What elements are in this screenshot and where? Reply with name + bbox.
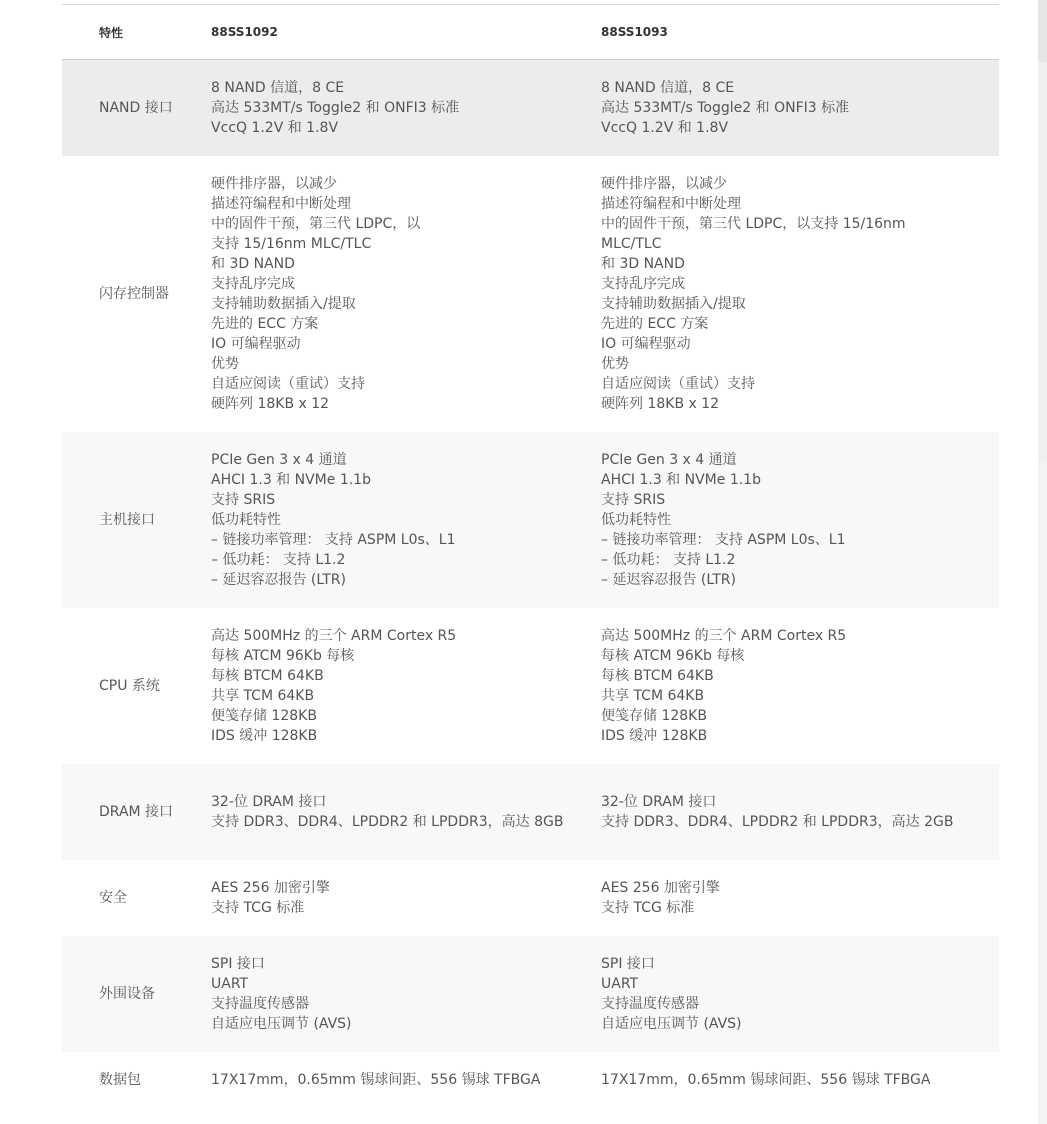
cell-line: 支持 DDR3、DDR4、LPDDR2 和 LPDDR3，高达 8GB	[211, 813, 564, 830]
cell-line: – 链接功率管理： 支持 ASPM L0s、L1	[211, 531, 456, 548]
cell-line: IO 可编程驱动	[211, 335, 301, 352]
cell-line: 优势	[211, 355, 239, 372]
table-row-peripherals	[62, 936, 999, 1052]
cell-line: IDS 缓冲 128KB	[211, 727, 318, 744]
header-model-1092: 88SS1092	[211, 5, 601, 60]
cell-88ss1092	[211, 608, 601, 764]
cell-line: 高达 533MT/s Toggle2 和 ONFI3 标准	[211, 99, 460, 116]
cell-line: 便笺存储 128KB	[601, 707, 707, 724]
table-row-flash-controller	[62, 156, 999, 432]
cell-line: 先进的 ECC 方案	[601, 315, 709, 332]
table-row-package	[62, 1052, 999, 1108]
cell-88ss1093	[601, 432, 999, 608]
cell-line: 每核 ATCM 96Kb 每核	[601, 647, 745, 664]
cell-line: 描述符编程和中断处理	[601, 195, 741, 212]
row-label: 闪存控制器	[62, 156, 211, 432]
cell-line: 32-位 DRAM 接口	[211, 793, 327, 810]
cell-line: 支持 SRIS	[211, 491, 276, 508]
cell-88ss1092	[211, 764, 601, 860]
cell-88ss1092	[211, 936, 601, 1052]
row-label: 外围设备	[62, 936, 211, 1052]
row-label: CPU 系统	[62, 608, 211, 764]
row-label: 安全	[62, 860, 211, 936]
header-model-1093: 88SS1093	[601, 5, 999, 60]
cell-line: – 低功耗： 支持 L1.2	[601, 551, 736, 568]
cell-line: 低功耗特性	[601, 511, 671, 528]
cell-line: 硬阵列 18KB x 12	[601, 395, 720, 412]
cell-line: 支持辅助数据插入/提取	[211, 295, 356, 312]
cell-line: 和 3D NAND	[601, 255, 685, 272]
cell-line: 支持 TCG 标准	[601, 899, 695, 916]
cell-line: 支持温度传感器	[211, 995, 309, 1012]
cell-line: – 延迟容忍报告 (LTR)	[601, 571, 736, 588]
table-row-dram-interface	[62, 764, 999, 860]
cell-line: IDS 缓冲 128KB	[601, 727, 708, 744]
cell-line: 自适应电压调节 (AVS)	[211, 1015, 352, 1032]
cell-88ss1092	[211, 60, 601, 156]
cell-line: 优势	[601, 355, 629, 372]
cell-line: AES 256 加密引擎	[211, 879, 330, 896]
cell-line: 高达 533MT/s Toggle2 和 ONFI3 标准	[601, 99, 850, 116]
table-row-cpu-system	[62, 608, 999, 764]
row-label: 主机接口	[62, 432, 211, 608]
table-row-security	[62, 860, 999, 936]
cell-line: 和 3D NAND	[211, 255, 295, 272]
cell-line: 中的固件干预，第三代 LDPC，以	[211, 215, 421, 232]
cell-line: 17X17mm，0.65mm 锡球间距、556 锡球 TFBGA	[211, 1071, 541, 1088]
row-label: NAND 接口	[62, 60, 211, 156]
cell-line: 支持乱序完成	[601, 275, 685, 292]
cell-line: 高达 500MHz 的三个 ARM Cortex R5	[211, 627, 457, 644]
cell-88ss1092	[211, 156, 601, 432]
cell-line: 低功耗特性	[211, 511, 281, 528]
cell-line: VccQ 1.2V 和 1.8V	[601, 119, 729, 136]
page-scrollbar-thumb[interactable]	[1038, 0, 1047, 62]
cell-line: 硬件排序器，以减少	[211, 175, 337, 192]
cell-line: 自适应阅读（重试）支持	[601, 375, 755, 392]
cell-line: 自适应电压调节 (AVS)	[601, 1015, 742, 1032]
cell-line: UART	[211, 975, 249, 992]
cell-line: AES 256 加密引擎	[601, 879, 720, 896]
cell-line: 32-位 DRAM 接口	[601, 793, 717, 810]
cell-line: 支持温度传感器	[601, 995, 699, 1012]
page-scrollbar-segment	[1038, 62, 1047, 462]
cell-line: 支持 15/16nm MLC/TLC	[211, 235, 372, 252]
cell-line: 支持辅助数据插入/提取	[601, 295, 746, 312]
cell-line: 共享 TCM 64KB	[601, 687, 705, 704]
cell-line: AHCI 1.3 和 NVMe 1.1b	[601, 471, 761, 488]
cell-line: 8 NAND 信道，8 CE	[601, 79, 735, 96]
row-label: 数据包	[62, 1052, 211, 1108]
cell-line: 支持乱序完成	[211, 275, 295, 292]
cell-line: 硬阵列 18KB x 12	[211, 395, 330, 412]
cell-line: PCIe Gen 3 x 4 通道	[601, 451, 737, 468]
cell-line: PCIe Gen 3 x 4 通道	[211, 451, 347, 468]
table-row-nand-interface	[62, 60, 999, 156]
cell-line: IO 可编程驱动	[601, 335, 691, 352]
cell-88ss1093	[601, 60, 999, 156]
cell-line: 硬件排序器，以减少	[601, 175, 727, 192]
cell-line: 自适应阅读（重试）支持	[211, 375, 365, 392]
cell-line: 每核 BTCM 64KB	[211, 667, 324, 684]
cell-88ss1093	[601, 936, 999, 1052]
table-header-row	[62, 5, 999, 60]
cell-line: 支持 TCG 标准	[211, 899, 305, 916]
cell-line: 先进的 ECC 方案	[211, 315, 319, 332]
cell-line: 便笺存储 128KB	[211, 707, 317, 724]
cell-line: 每核 BTCM 64KB	[601, 667, 714, 684]
cell-88ss1093	[601, 860, 999, 936]
cell-88ss1092	[211, 860, 601, 936]
cell-88ss1093	[601, 764, 999, 860]
cell-line: VccQ 1.2V 和 1.8V	[211, 119, 339, 136]
cell-line: AHCI 1.3 和 NVMe 1.1b	[211, 471, 371, 488]
cell-88ss1093	[601, 156, 999, 432]
cell-line: 描述符编程和中断处理	[211, 195, 351, 212]
spec-comparison-table	[62, 4, 999, 1108]
cell-line: 每核 ATCM 96Kb 每核	[211, 647, 355, 664]
header-feature: 特性	[62, 5, 211, 60]
cell-line: UART	[601, 975, 639, 992]
cell-line: 支持 DDR3、DDR4、LPDDR2 和 LPDDR3，高达 2GB	[601, 813, 954, 830]
cell-line: MLC/TLC	[601, 235, 662, 252]
cell-line: 中的固件干预，第三代 LDPC，以支持 15/16nm	[601, 215, 906, 232]
cell-line: – 低功耗： 支持 L1.2	[211, 551, 346, 568]
cell-line: 8 NAND 信道，8 CE	[211, 79, 345, 96]
cell-line: – 延迟容忍报告 (LTR)	[211, 571, 346, 588]
cell-88ss1093	[601, 1052, 999, 1108]
cell-line: 17X17mm，0.65mm 锡球间距、556 锡球 TFBGA	[601, 1071, 931, 1088]
cell-line: – 链接功率管理： 支持 ASPM L0s、L1	[601, 531, 846, 548]
row-label: DRAM 接口	[62, 764, 211, 860]
cell-line: SPI 接口	[601, 955, 655, 972]
cell-line: 共享 TCM 64KB	[211, 687, 315, 704]
cell-line: 高达 500MHz 的三个 ARM Cortex R5	[601, 627, 847, 644]
cell-88ss1093	[601, 608, 999, 764]
table-row-host-interface	[62, 432, 999, 608]
cell-line: SPI 接口	[211, 955, 265, 972]
cell-88ss1092	[211, 432, 601, 608]
cell-line: 支持 SRIS	[601, 491, 666, 508]
cell-88ss1092	[211, 1052, 601, 1108]
